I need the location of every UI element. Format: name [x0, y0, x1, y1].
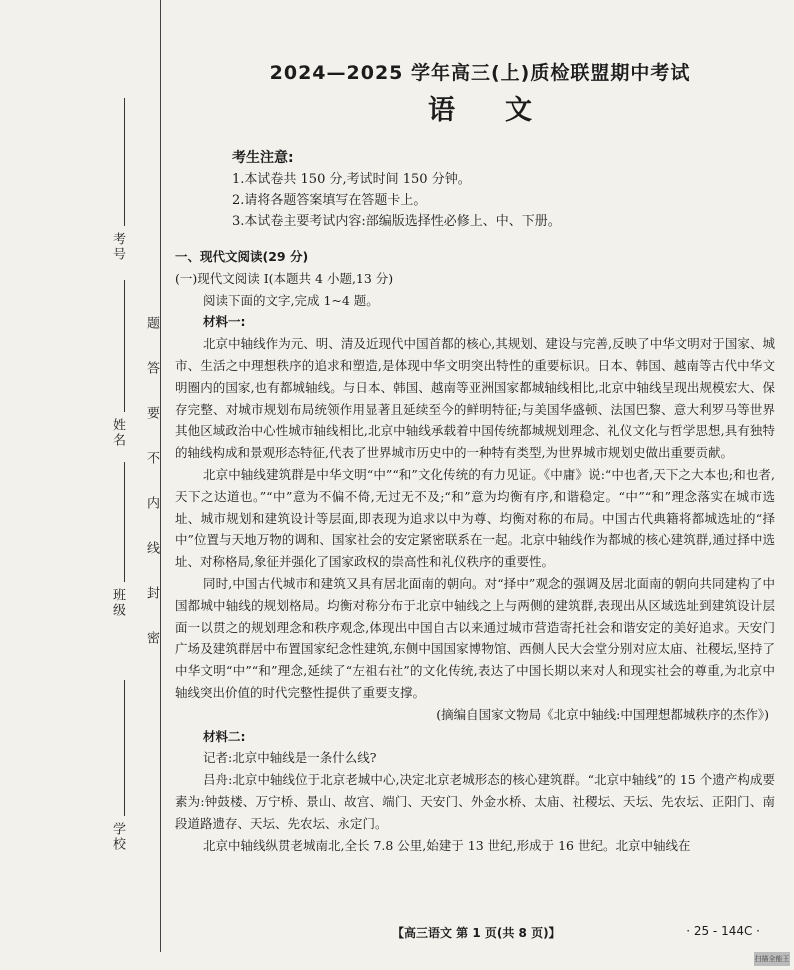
scanner-watermark-logo: 扫描全能王 — [754, 952, 790, 966]
material-label: 材料二: — [203, 728, 246, 744]
subsection-heading: (一)现代文阅读 Ⅰ(本题共 4 小题,13 分) — [175, 270, 394, 286]
exam-body — [175, 246, 775, 856]
paragraph: 记者:北京中轴线是一条什么线? — [203, 750, 377, 766]
name-blank — [124, 280, 125, 412]
seal-char: 题 — [144, 316, 159, 329]
source-citation: (摘编自国家文物局《北京中轴线:中国理想都城秩序的杰作》) — [436, 706, 769, 722]
paragraph: 同时,中国古代城市和建筑又具有居北面南的朝向。对“择中”观念的强调及居北面南的朝向共同建构了中国都城中轴线的规划格局。均衡对称分布于北京中轴线之上与两侧的建筑群,表现出从区域选址到建筑设计层面一以贯之的规划理念和秩序观念,体现出中国自古以来通过城市营造寄托社会和谐安定的美好追求。天安门广场及建筑群居中布置国家纪念性建筑,东侧中国国家博物馆、西侧人民大会堂分别对应太庙、社稷坛,坚持了中华文明“中”“和”理念,延续了“左祖右社”的文化传统,表达了中国长期以来对人和现实社会的尊重,为北京中轴线突出价值的时代完整性提供了重要支撑。 — [175, 575, 775, 700]
school-blank — [124, 680, 125, 816]
school-label: 学校 — [110, 822, 125, 852]
paragraph: 北京中轴线建筑群是中华文明“中”“和”文化传统的有力见证。《中庸》说:“中也者,天下之大本也;和也者,天下之达道也。”“中”意为不偏不倚,无过无不及;“和”意为均衡有序,和谐稳定。“中”“和”理念落实在城市选址、城市规划和建筑设计等层面,即表现为追求以中为尊、均衡对称的布局。中国古代典籍将都城选址的“择中”位置与天地万物的调和、国家社会的安定紧密联系在一起。北京中轴线作为都城的核心建筑群,通过择中选址、对称格局,象征并强化了国家政权的崇高性和礼仪秩序的重要性。 — [175, 466, 775, 570]
notice-heading: 考生注意: — [232, 150, 294, 166]
paragraph: 北京中轴线纵贯老城南北,全长 7.8 公里,始建于 13 世纪,形成于 16 世纪。北京中轴线在 — [203, 837, 691, 853]
page-number: 【高三语文 第 1 页(共 8 页)】 — [392, 926, 561, 940]
material-label: 材料一: — [203, 314, 246, 330]
seal-char: 密 — [144, 631, 159, 644]
notice-item: 3.本试卷主要考试内容:部编版选择性必修上、中、下册。 — [232, 214, 561, 229]
binding-line — [160, 0, 161, 952]
seal-char: 要 — [144, 406, 159, 419]
class-label: 班级 — [110, 588, 125, 618]
exam-title: 2024—2025 学年高三(上)质检联盟期中考试 — [269, 62, 691, 84]
reading-instruction: 阅读下面的文字,完成 1~4 题。 — [203, 292, 379, 308]
seal-char: 封 — [144, 586, 159, 599]
exam-no-blank — [124, 98, 125, 226]
exam-code: · 25 - 144C · — [686, 924, 760, 938]
paragraph: 北京中轴线作为元、明、清及近现代中国首都的核心,其规划、建设与完善,反映了中华文明对于国家、城市、生活之中理想秩序的追求和塑造,是体现中华文明突出特性的重要标识。日本、韩国、越南等古代中华文明圈内的国家,也有都城轴线。与日本、韩国、越南等亚洲国家都城轴线相比,北京中轴线呈现出规模宏大、保存完整、对城市规划布局统领作用显著且延续至今的鲜明特征;与美国华盛顿、法国巴黎、意大利罗马等世界其他区域政治中心性城市轴线相比,北京中轴线承载着中国传统都城规划理念、礼仪文化与哲学思想,具有独特的轴线构成和景观形态特征,代表了世界城市历史中的一种特有类型,为世界城市规划史做出重要贡献。 — [175, 336, 775, 461]
name-label: 姓名 — [110, 418, 125, 448]
seal-char: 内 — [144, 496, 159, 509]
seal-char: 线 — [144, 541, 159, 554]
exam-no-label: 考号 — [110, 232, 125, 262]
paragraph: 吕舟:北京中轴线位于北京老城中心,决定北京老城形态的核心建筑群。“北京中轴线”的 15 个遗产构成要素为:钟鼓楼、万宁桥、景山、故宫、端门、天安门、外金水桥、太庙、社稷坛、天坛、先农坛、正阳门、南段道路遗存、天坛、先农坛、永定门。 — [175, 772, 775, 831]
notice-item: 2.请将各题答案填写在答题卡上。 — [232, 193, 427, 208]
subject-title: 语文 — [428, 95, 582, 126]
candidate-notice — [232, 148, 561, 232]
seal-char: 答 — [144, 361, 159, 374]
seal-char: 不 — [144, 451, 159, 464]
section-heading: 一、现代文阅读(29 分) — [175, 249, 309, 264]
class-blank — [124, 462, 125, 582]
page-footer — [190, 924, 780, 946]
notice-item: 1.本试卷共 150 分,考试时间 150 分钟。 — [232, 172, 471, 187]
